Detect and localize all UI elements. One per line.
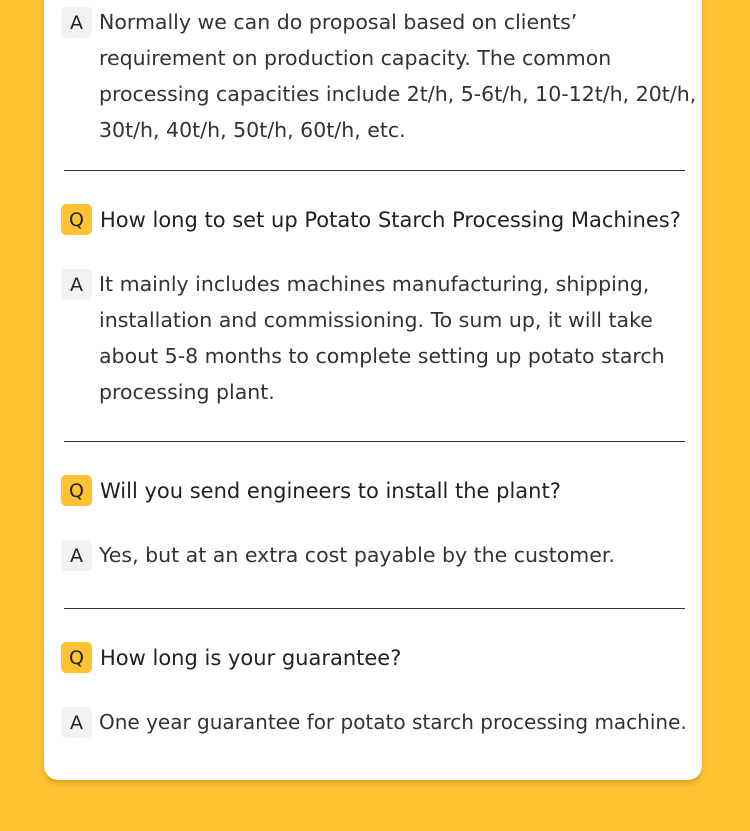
- answer-badge: A: [61, 7, 92, 38]
- faq-question-row[interactable]: [61, 642, 700, 674]
- faq-answer-row: [61, 266, 697, 410]
- faq-question-row[interactable]: [61, 475, 700, 507]
- answer-text: One year guarantee for potato starch processing machine.: [99, 710, 687, 734]
- question-text: How long is your guarantee?: [100, 646, 402, 670]
- question-text: Will you send engineers to install the plant?: [100, 479, 561, 503]
- answer-badge: A: [61, 707, 92, 738]
- faq-answer-row: [61, 537, 697, 573]
- answer-text: Yes, but at an extra cost payable by the customer.: [99, 543, 615, 567]
- divider: [64, 608, 685, 609]
- answer-badge: A: [61, 540, 92, 571]
- answer-text: It mainly includes machines manufacturing, shipping, installation and commissioning. To sum up, it will take about 5-8 months to complete setting up potato starch processing plant.: [99, 272, 665, 404]
- question-badge: Q: [61, 642, 92, 673]
- answer-text: Normally we can do proposal based on clients’ requirement on production capacity. The common processing capacities include 2t/h, 5-6t/h, 10-12t/h, 20t/h, 30t/h, 40t/h, 50t/h, 60t/h, etc.: [99, 10, 697, 142]
- faq-question-row[interactable]: [61, 204, 700, 236]
- question-text: How long to set up Potato Starch Processing Machines?: [100, 208, 681, 232]
- divider: [64, 170, 685, 171]
- answer-badge: A: [61, 269, 92, 300]
- faq-answer-row: [61, 4, 697, 148]
- faq-answer-row: [61, 704, 697, 740]
- divider: [64, 441, 685, 442]
- question-badge: Q: [61, 475, 92, 506]
- question-badge: Q: [61, 204, 92, 235]
